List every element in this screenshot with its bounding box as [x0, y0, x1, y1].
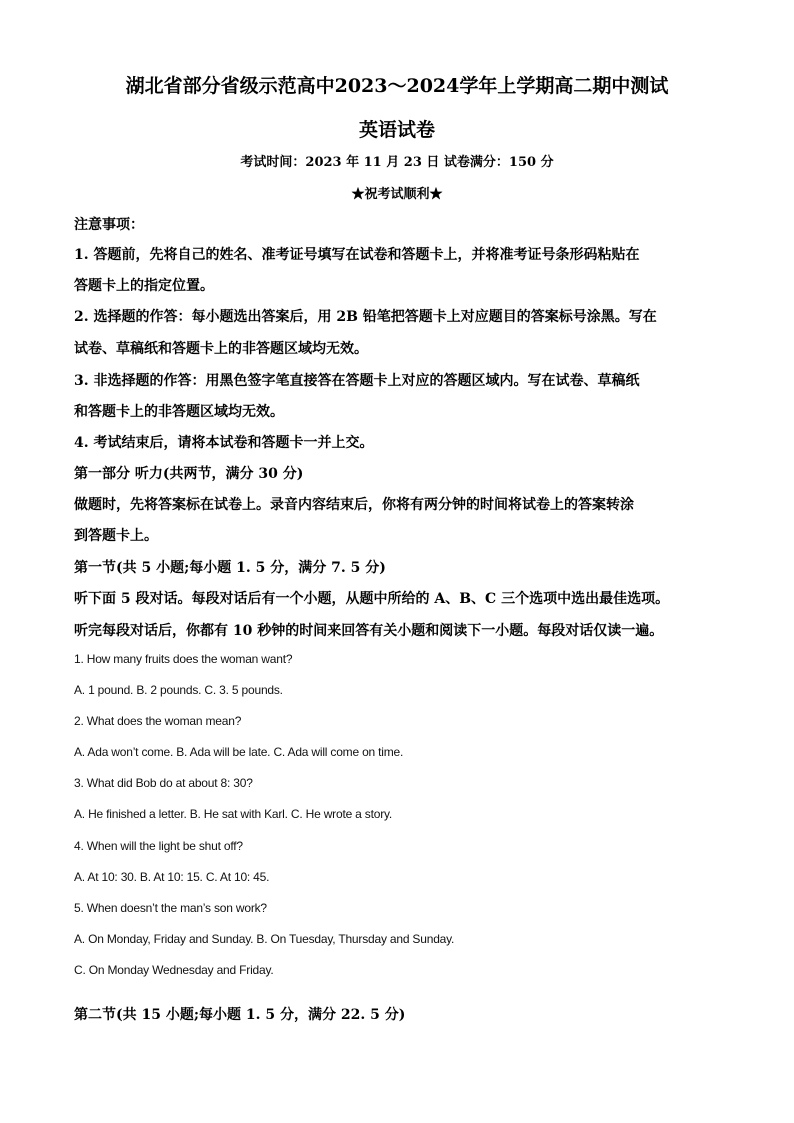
section2-heading: 第二节(共 15 小题;每小题 1. 5 分，满分 22. 5 分) — [74, 1007, 406, 1023]
part1-intro-line: 到答题卡上。 — [74, 528, 158, 544]
part1-heading: 第一部分 听力(共两节，满分 30 分) — [74, 466, 304, 482]
question-options: A. At 10: 30. B. At 10: 15. C. At 10: 45. — [74, 870, 270, 884]
question-options: C. On Monday Wednesday and Friday. — [74, 963, 274, 977]
question-text: 3. What did Bob do at about 8: 30? — [74, 776, 253, 790]
notes-line: 答题卡上的指定位置。 — [74, 278, 214, 294]
exam-subtitle: 英语试卷 — [358, 119, 435, 141]
question-options: A. Ada won’t come. B. Ada will be late. C. Ada will come on time. — [74, 745, 404, 759]
question-text: 2. What does the woman mean? — [74, 714, 242, 728]
section1-instruction-line: 听完每段对话后，你都有 10 秒钟的时间来回答有关小题和阅读下一小题。每段对话仅读一遍。 — [74, 623, 664, 639]
notes-line: 3. 非选择题的作答：用黑色签字笔直接答在答题卡上对应的答题区域内。写在试卷、草稿纸 — [74, 373, 640, 389]
question-options: A. On Monday, Friday and Sunday. B. On Tuesday, Thursday and Sunday. — [74, 932, 455, 946]
section1-heading: 第一节(共 5 小题;每小题 1. 5 分，满分 7. 5 分) — [74, 560, 386, 576]
notes-line: 1. 答题前，先将自己的姓名、准考证号填写在试卷和答题卡上，并将准考证号条形码粘贴在 — [74, 247, 640, 263]
question-options: A. 1 pound. B. 2 pounds. C. 3. 5 pounds. — [74, 683, 283, 697]
question-text: 1. How many fruits does the woman want? — [74, 652, 293, 666]
notes-line: 2. 选择题的作答：每小题选出答案后，用 2B 铅笔把答题卡上对应题目的答案标号涂黑。写在 — [74, 309, 657, 325]
notes-heading: 注意事项： — [74, 217, 144, 233]
section1-instruction-line: 听下面 5 段对话。每段对话后有一个小题，从题中所给的 A、B、C 三个选项中选出最佳选项。 — [74, 591, 670, 607]
question-options: A. He finished a letter. B. He sat with Karl. C. He wrote a story. — [74, 807, 393, 821]
question-text: 5. When doesn’t the man’s son work? — [74, 901, 267, 915]
question-text: 4. When will the light be shut off? — [74, 839, 243, 853]
part1-intro-line: 做题时，先将答案标在试卷上。录音内容结束后，你将有两分钟的时间将试卷上的答案转涂 — [74, 497, 634, 513]
notes-line: 4. 考试结束后，请将本试卷和答题卡一并上交。 — [74, 435, 374, 451]
exam-title: 湖北省部分省级示范高中2023～2024学年上学期高二期中测试 — [125, 75, 669, 97]
exam-info: 考试时间：2023 年 11 月 23 日 试卷满分：150 分 — [240, 155, 554, 170]
exam-wish: ★祝考试顺利★ — [351, 187, 443, 202]
notes-line: 和答题卡上的非答题区域均无效。 — [74, 404, 284, 420]
notes-line: 试卷、草稿纸和答题卡上的非答题区域均无效。 — [74, 341, 368, 357]
